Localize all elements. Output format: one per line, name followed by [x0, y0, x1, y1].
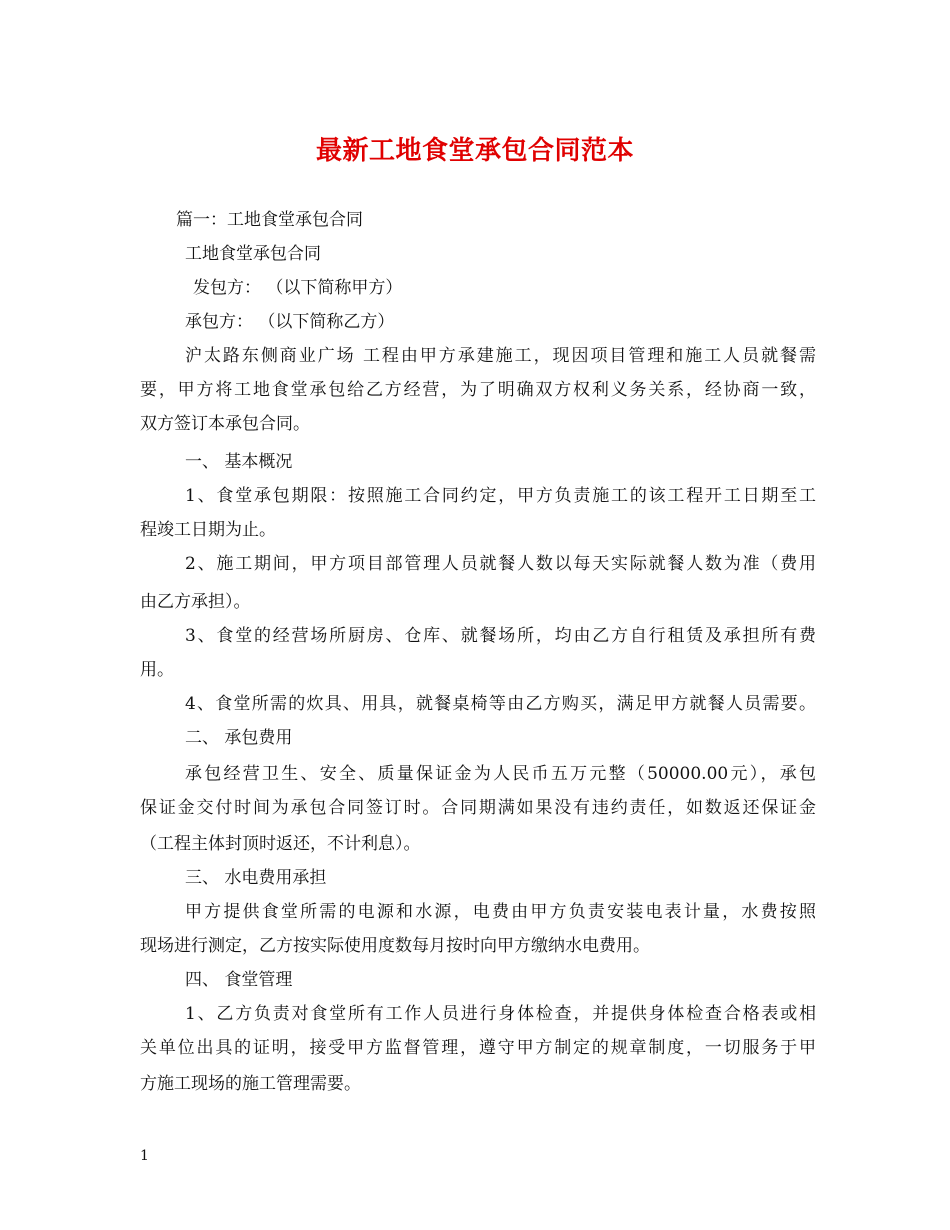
paragraph-line: 现场进行测定，乙方按实际使用度数每月按时向甲方缴纳水电费用。 [140, 936, 650, 956]
section-heading: 四、 食堂管理 [185, 970, 293, 990]
paragraph-line: 方施工现场的施工管理需要。 [140, 1074, 361, 1094]
party-a-line: 发包方： （以下简称甲方） [193, 278, 403, 298]
paragraph-line: 保证金交付时间为承包合同签订时。合同期满如果没有违约责任，如数返还保证金 [140, 798, 816, 818]
section-heading: 篇一：工地食堂承包合同 [176, 210, 363, 230]
section-heading: 三、 水电费用承担 [185, 868, 327, 888]
party-b-line: 承包方： （以下简称乙方） [185, 312, 395, 332]
paragraph-line: 甲方提供食堂所需的电源和水源，电费由甲方负责安装电表计量，水费按照 [185, 902, 816, 922]
section-heading: 一、 基本概况 [185, 452, 293, 472]
paragraph-line: 程竣工日期为止。 [140, 520, 276, 540]
paragraph-line: 1、乙方负责对食堂所有工作人员进行身体检查，并提供身体检查合格表或相 [185, 1004, 816, 1024]
paragraph-line: 3、食堂的经营场所厨房、仓库、就餐场所，均由乙方自行租赁及承担所有费 [185, 626, 816, 646]
paragraph-line: 双方签订本承包合同。 [140, 414, 310, 434]
paragraph-line: 用。 [140, 660, 174, 680]
contract-title: 工地食堂承包合同 [185, 244, 321, 264]
page-number: 1 [140, 1148, 149, 1164]
paragraph-line: 要，甲方将工地食堂承包给乙方经营，为了明确双方权利义务关系，经协商一致， [140, 380, 816, 400]
paragraph-line: 由乙方承担）。 [140, 592, 251, 612]
paragraph-line: 沪太路东侧商业广场 工程由甲方承建施工，现因项目管理和施工人员就餐需 [185, 346, 816, 366]
paragraph-line: 2、施工期间，甲方项目部管理人员就餐人数以每天实际就餐人数为准（费用 [185, 554, 816, 574]
paragraph-line: （工程主体封顶时返还，不计利息）。 [140, 834, 421, 854]
paragraph-line: 承包经营卫生、安全、质量保证金为人民币五万元整（50000.00元），承包 [185, 764, 816, 784]
paragraph-line: 关单位出具的证明，接受甲方监督管理，遵守甲方制定的规章制度，一切服务于甲 [140, 1038, 816, 1058]
section-heading: 二、 承包费用 [185, 728, 293, 748]
paragraph-line: 1、食堂承包期限：按照施工合同约定，甲方负责施工的该工程开工日期至工 [185, 486, 816, 506]
paragraph-line: 4、食堂所需的炊具、用具，就餐桌椅等由乙方购买，满足甲方就餐人员需要。 [185, 694, 816, 714]
document-title: 最新工地食堂承包合同范本 [315, 136, 634, 166]
